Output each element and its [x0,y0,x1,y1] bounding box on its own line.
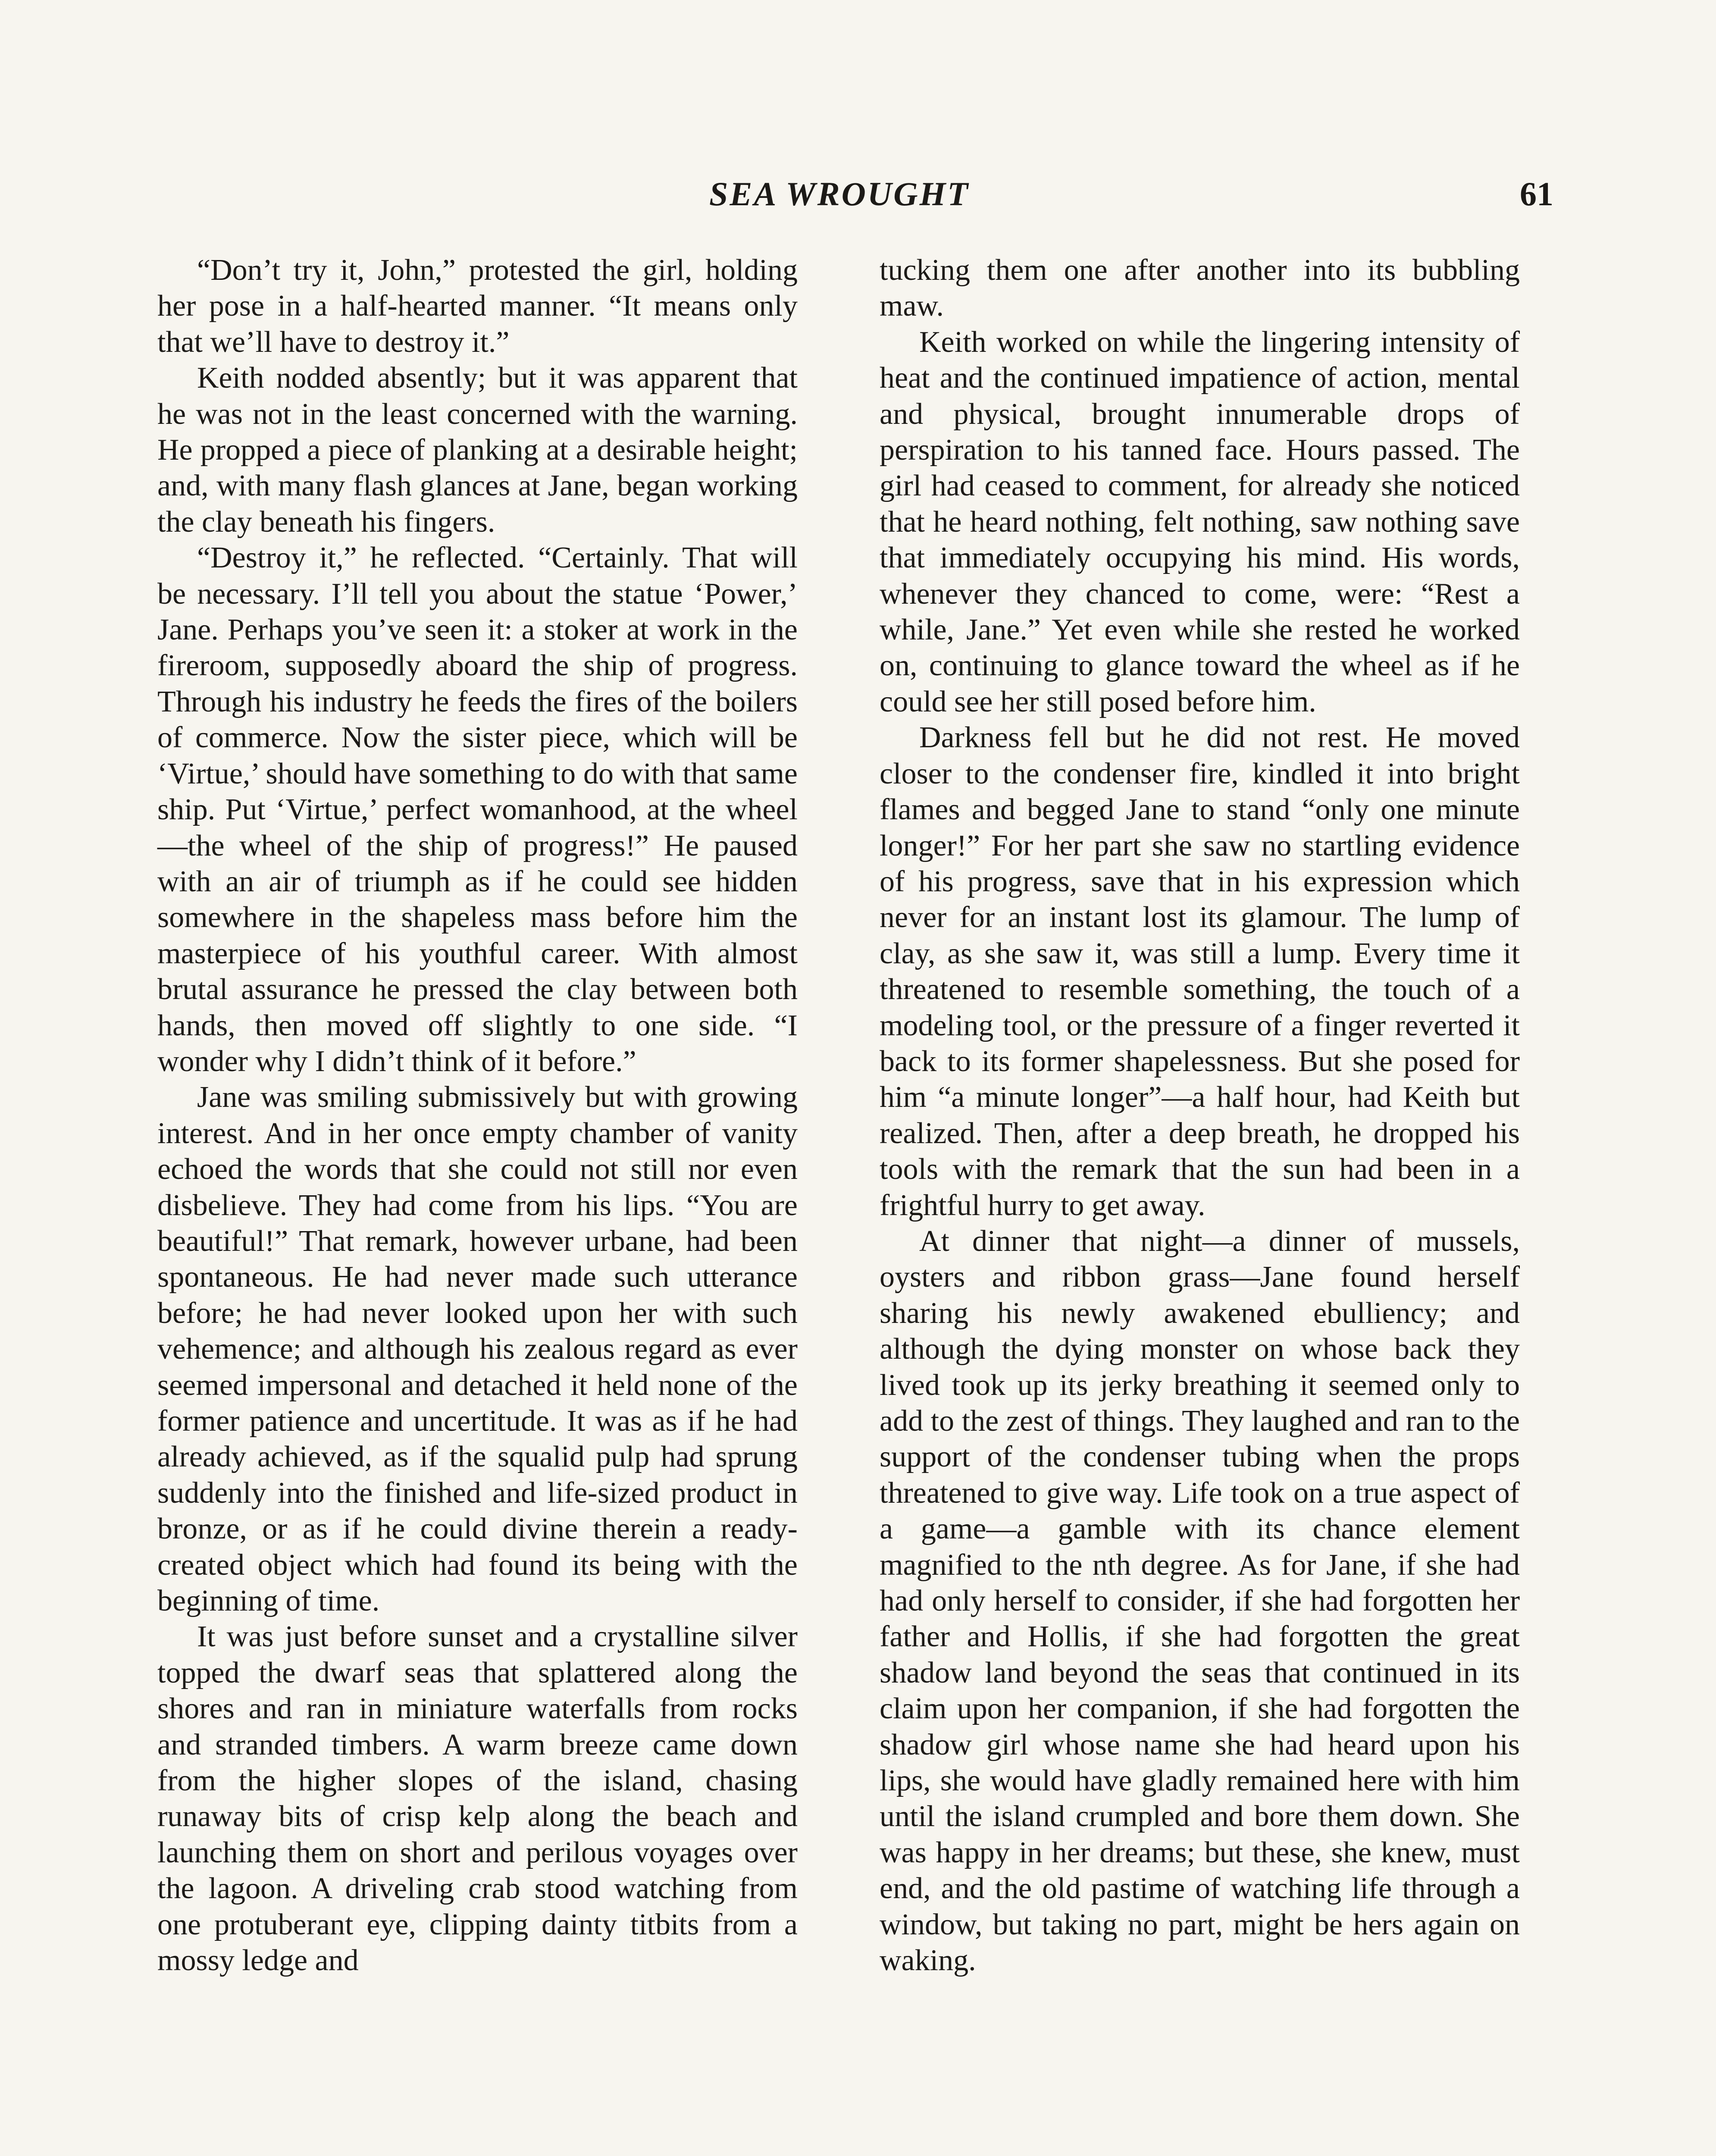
paragraph-continued: tucking them one after another into its bubbling maw. [880,254,1520,323]
paragraph: “Destroy it,” he reflected. “Certainly. That will be necessary. I’ll tell you about the statue ‘Power,’ Jane. Perhaps you’ve seen it: a stoker at work in the fireroom, supposedly aboard the ship of progress. Through his industry he feeds the fires of the boilers of commerce. Now the sister piece, which will be ‘Virtue,’ should have something to do with that same ship. Put ‘Virtue,’ perfect womanhood, at the wheel—the wheel of the ship of progress!” He paused with an air of triumph as if he could see hidden somewhere in the shapeless mass before him the masterpiece of his youthful career. With almost brutal assurance he pressed the clay between both hands, then moved off slightly to one side. “I wonder why I didn’t think of it before.” [157,541,798,1078]
paragraph: Keith nodded absently; but it was apparent that he was not in the least concerned with the warning. He propped a piece of planking at a desirable height; and, with many flash glances at Jane, began working the clay beneath his fingers. [157,361,798,539]
paragraph: At dinner that night—a dinner of mussels, oysters and ribbon grass—Jane found herself sharing his newly awakened ebulliency; and although the dying monster on whose back they lived took up its jerky breathing it seemed only to add to the zest of things. They laughed and ran to the support of the condenser tubing when the props threatened to give way. Life took on a true aspect of a game—a gamble with its chance element magnified to the nth degree. As for Jane, if she had had only herself to consider, if she had forgotten her father and Hollis, if she had forgotten the great shadow land beyond the seas that continued in its claim upon her companion, if she had forgotten the shadow girl whose name she had heard upon his lips, she would have gladly remained here with him until the island crumpled and bore them down. She was happy in her dreams; but these, she knew, must end, and the old pastime of watching life through a window, but taking no part, might be hers again on waking. [880,1224,1520,1977]
paragraph: Keith worked on while the lingering intensity of heat and the continued impatience of action, mental and physical, brought innumerable drops of perspiration to his tanned face. Hours passed. The girl had ceased to comment, for already she noticed that he heard nothing, felt nothing, saw nothing save that immediately occupying his mind. His words, whenever they chanced to come, were: “Rest a while, Jane.” Yet even while she rested he worked on, continuing to glance toward the wheel as if he could see her still posed before him. [880,325,1520,718]
running-title: SEA WROUGHT [709,175,970,213]
left-column [157,252,798,1979]
right-column [880,252,1520,1979]
paragraph: Darkness fell but he did not rest. He moved closer to the condenser fire, kindled it into bright flames and begged Jane to stand “only one minute longer!” For her part she saw no startling evidence of his progress, save that in his expression which never for an instant lost its glamour. The lump of clay, as she saw it, was still a lump. Every time it threatened to resemble something, the touch of a modeling tool, or the pressure of a finger reverted it back to its former shapelessness. But she posed for him “a minute longer”—a half hour, had Keith but realized. Then, after a deep breath, he dropped his tools with the remark that the sun had been in a frightful hurry to get away. [880,721,1520,1222]
paragraph: It was just before sunset and a crystalline silver topped the dwarf seas that splattered along the shores and ran in miniature waterfalls from rocks and stranded timbers. A warm breeze came down from the higher slopes of the island, chasing runaway bits of crisp kelp along the beach and launching them on short and perilous voyages over the lagoon. A driveling crab stood watching from one protuberant eye, clipping dainty titbits from a mossy ledge and [157,1620,798,1977]
page-number: 61 [1520,175,1553,213]
paragraph: Jane was smiling submissively but with growing interest. And in her once empty chamber of vanity echoed the words that she could not still nor even disbelieve. They had come from his lips. “You are beautiful!” That remark, however urbane, had been spontaneous. He had never made such utterance before; he had never looked upon her with such vehemence; and although his zealous regard as ever seemed impersonal and detached it held none of the former patience and uncertitude. It was as if he had already achieved, as if the squalid pulp had sprung suddenly into the finished and life-sized product in bronze, or as if he could divine therein a ready-created object which had found its being with the beginning of time. [157,1081,798,1618]
paragraph: “Don’t try it, John,” protested the girl, holding her pose in a half-hearted manner. “It means only that we’ll have to destroy it.” [157,254,798,359]
